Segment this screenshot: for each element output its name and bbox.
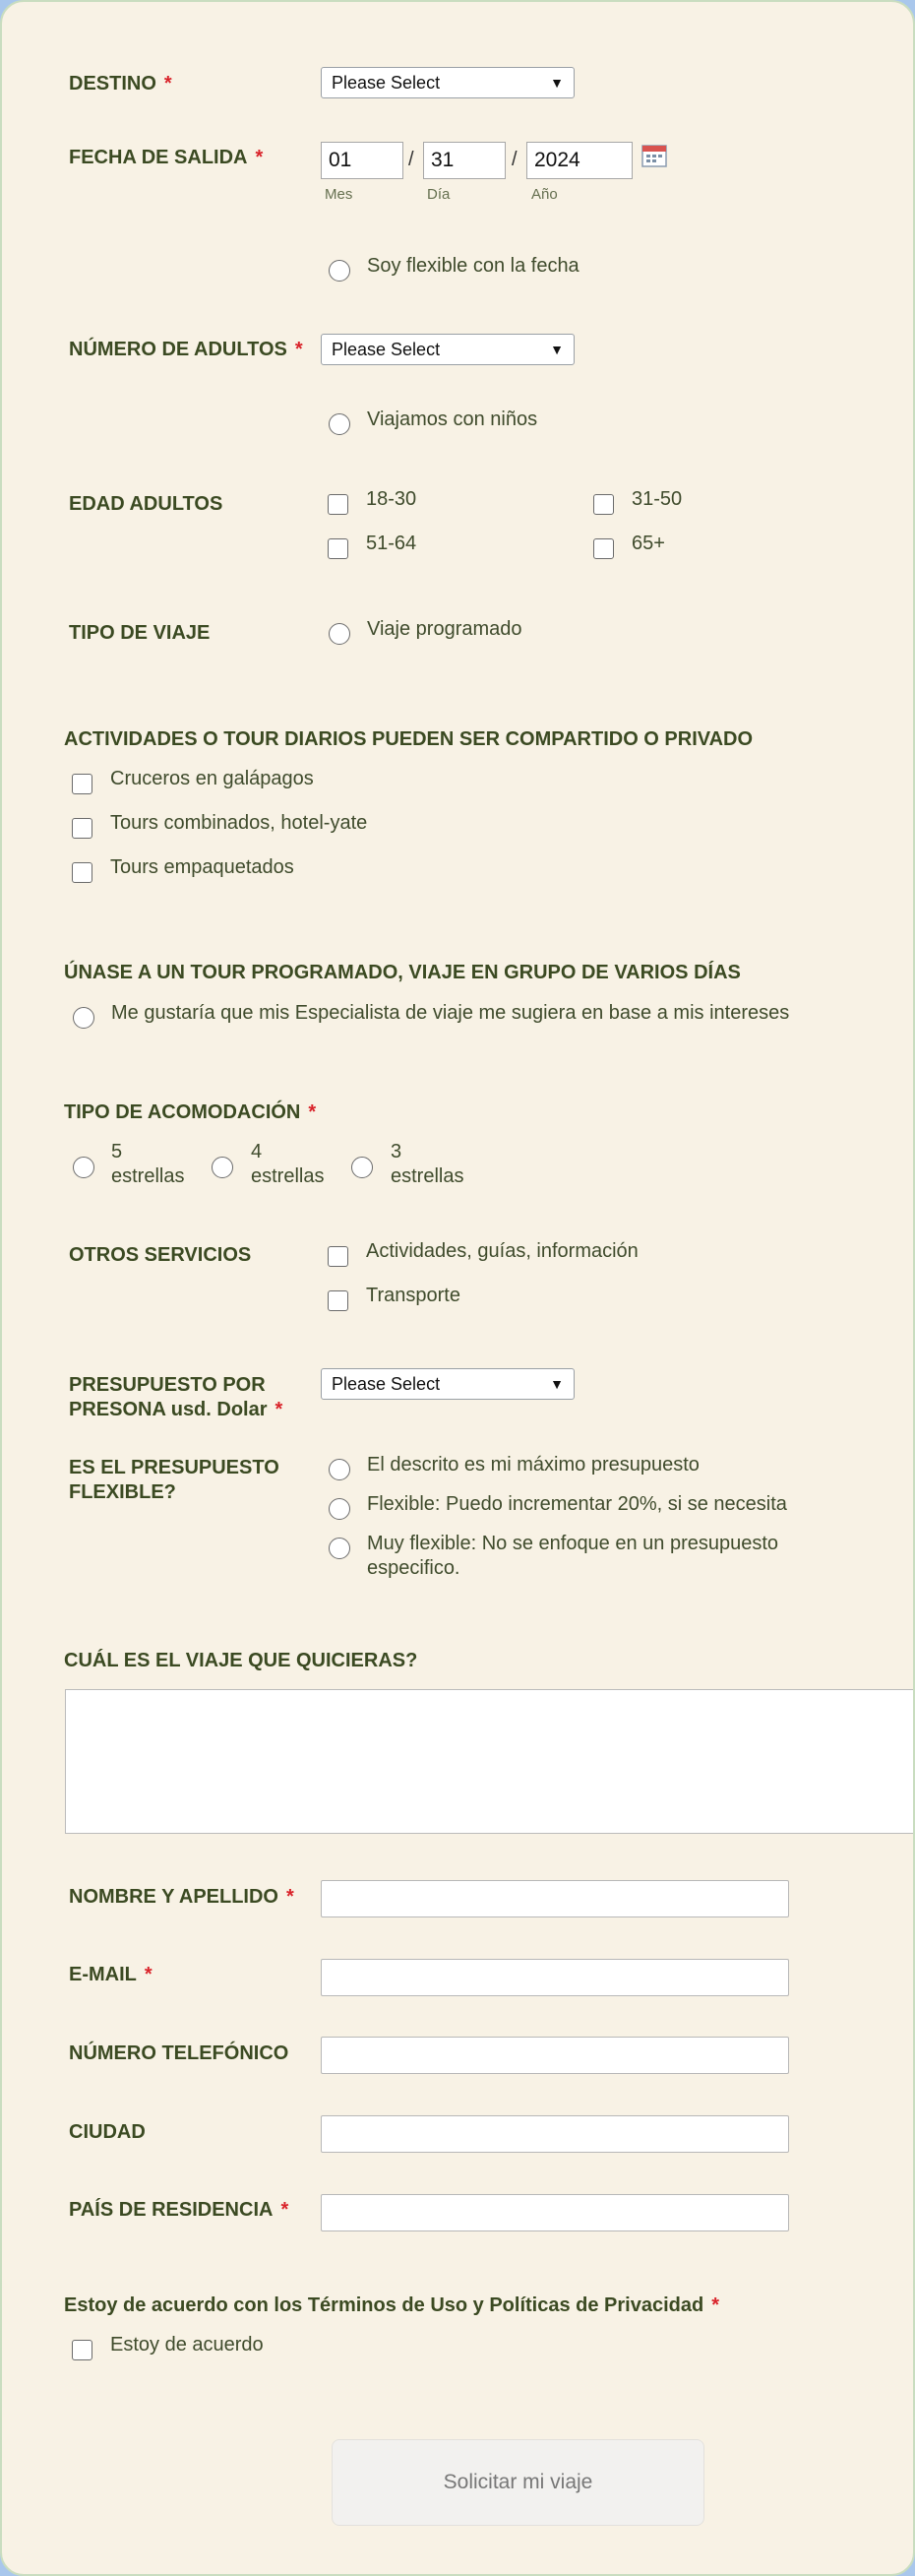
- otros-checkbox[interactable]: [328, 1290, 348, 1311]
- chevron-down-icon: ▼: [550, 342, 564, 357]
- acomodacion-radio-5[interactable]: [73, 1157, 94, 1178]
- acomodacion-radio-4[interactable]: [212, 1157, 233, 1178]
- presupuesto-select[interactable]: [321, 1368, 575, 1400]
- acomodacion-radio-3[interactable]: [351, 1157, 373, 1178]
- terminos-option: Estoy de acuerdo: [110, 2334, 264, 2356]
- date-separator: /: [512, 149, 518, 170]
- day-sublabel: Día: [427, 186, 451, 203]
- grupo-radio[interactable]: [73, 1007, 94, 1029]
- required-marker: *: [308, 1101, 317, 1123]
- month-input[interactable]: 01: [321, 142, 403, 179]
- adultos-select[interactable]: [321, 334, 575, 365]
- tipo-viaje-label: TIPO DE VIAJE: [69, 622, 211, 644]
- edad-checkbox[interactable]: [328, 494, 348, 515]
- actividades-checkbox[interactable]: [72, 862, 92, 883]
- edad-option: 18-30: [366, 488, 417, 510]
- presupuesto-select-value: Please Select: [332, 1373, 441, 1394]
- otros-checkbox[interactable]: [328, 1246, 348, 1267]
- grupo-title: ÚNASE A UN TOUR PROGRAMADO, VIAJE EN GRUPO DE VARIOS DÍAS: [64, 962, 741, 983]
- required-marker: *: [274, 1399, 283, 1420]
- viaje-textarea[interactable]: [65, 1689, 915, 1834]
- adultos-select-value: Please Select: [332, 339, 441, 359]
- edad-option: 65+: [632, 533, 665, 554]
- calendar-icon[interactable]: [641, 144, 667, 167]
- chevron-down-icon: ▼: [550, 75, 564, 91]
- year-sublabel: Año: [531, 186, 558, 203]
- otros-option: Transporte: [366, 1285, 460, 1306]
- actividades-title: ACTIVIDADES O TOUR DIARIOS PUEDEN SER COMPARTIDO O PRIVADO: [64, 728, 754, 750]
- required-marker: *: [294, 339, 303, 360]
- actividades-option: Tours empaquetados: [110, 856, 294, 878]
- acomodacion-label: TIPO DE ACOMODACIÓN *: [64, 1101, 317, 1123]
- ciudad-input[interactable]: [321, 2115, 789, 2153]
- acomodacion-option-4: 4 estrellas: [251, 1141, 325, 1187]
- pais-input[interactable]: [321, 2194, 789, 2231]
- tipo-viaje-radio[interactable]: [329, 623, 350, 645]
- email-label: E-MAIL *: [69, 1964, 152, 1985]
- fecha-label: FECHA DE SALIDA *: [69, 147, 264, 168]
- tipo-viaje-option: Viaje programado: [367, 618, 522, 640]
- acomodacion-option-5: 5 estrellas: [111, 1141, 185, 1187]
- terminos-checkbox[interactable]: [72, 2340, 92, 2360]
- presupuesto-label: PRESUPUESTO POR PRESONA usd. Dolar *: [69, 1374, 283, 1420]
- required-marker: *: [255, 147, 264, 168]
- edad-checkbox[interactable]: [593, 538, 614, 559]
- edad-checkbox[interactable]: [593, 494, 614, 515]
- adultos-label: NÚMERO DE ADULTOS *: [69, 339, 303, 360]
- edad-checkbox[interactable]: [328, 538, 348, 559]
- flexible-radio[interactable]: [329, 1459, 350, 1480]
- submit-button[interactable]: Solicitar mi viaje: [332, 2439, 704, 2526]
- year-input[interactable]: 2024: [526, 142, 633, 179]
- destino-label: DESTINO *: [69, 73, 172, 94]
- edad-option: 51-64: [366, 533, 417, 554]
- actividades-checkbox[interactable]: [72, 818, 92, 839]
- flexible-option: Flexible: Puedo incrementar 20%, si se necesita: [367, 1493, 787, 1515]
- ninos-radio[interactable]: [329, 413, 350, 435]
- nombre-input[interactable]: [321, 1880, 789, 1917]
- destino-select-value: Please Select: [332, 72, 441, 93]
- flexible-radio[interactable]: [329, 1538, 350, 1559]
- flexible-label: ES EL PRESUPUESTO FLEXIBLE?: [69, 1457, 279, 1503]
- otros-option: Actividades, guías, información: [366, 1240, 639, 1262]
- ciudad-label: CIUDAD: [69, 2121, 146, 2143]
- email-input[interactable]: [321, 1959, 789, 1996]
- edad-option: 31-50: [632, 488, 683, 510]
- date-separator: /: [408, 149, 414, 170]
- destino-select[interactable]: [321, 67, 575, 98]
- otros-label: OTROS SERVICIOS: [69, 1244, 252, 1266]
- chevron-down-icon: ▼: [550, 1376, 564, 1392]
- telefono-input[interactable]: [321, 2037, 789, 2074]
- edad-label: EDAD ADULTOS: [69, 493, 223, 515]
- required-marker: *: [163, 73, 172, 94]
- terminos-title: Estoy de acuerdo con los Términos de Uso y Políticas de Privacidad *: [64, 2294, 720, 2316]
- pais-label: PAÍS DE RESIDENCIA *: [69, 2199, 289, 2221]
- actividades-checkbox[interactable]: [72, 774, 92, 794]
- day-input[interactable]: 31: [423, 142, 506, 179]
- ninos-label: Viajamos con niños: [367, 408, 538, 430]
- viaje-title: CUÁL ES EL VIAJE QUE QUICIERAS?: [64, 1650, 418, 1671]
- telefono-label: NÚMERO TELEFÓNICO: [69, 2042, 289, 2064]
- required-marker: *: [286, 1886, 294, 1908]
- actividades-option: Tours combinados, hotel-yate: [110, 812, 368, 834]
- month-sublabel: Mes: [325, 186, 353, 203]
- flexible-option: El descrito es mi máximo presupuesto: [367, 1454, 700, 1476]
- required-marker: *: [280, 2199, 289, 2221]
- nombre-label: NOMBRE Y APELLIDO *: [69, 1886, 294, 1908]
- flexible-option: Muy flexible: No se enfoque en un presupuesto especifico.: [367, 1533, 779, 1579]
- required-marker: *: [711, 2294, 720, 2316]
- acomodacion-option-3: 3 estrellas: [391, 1141, 464, 1187]
- actividades-option: Cruceros en galápagos: [110, 768, 314, 789]
- required-marker: *: [144, 1964, 152, 1985]
- flexible-date-label: Soy flexible con la fecha: [367, 255, 580, 277]
- grupo-option: Me gustaría que mis Especialista de viaje me sugiera en base a mis intereses: [111, 1002, 790, 1024]
- flexible-radio[interactable]: [329, 1498, 350, 1520]
- flexible-date-radio[interactable]: [329, 260, 350, 282]
